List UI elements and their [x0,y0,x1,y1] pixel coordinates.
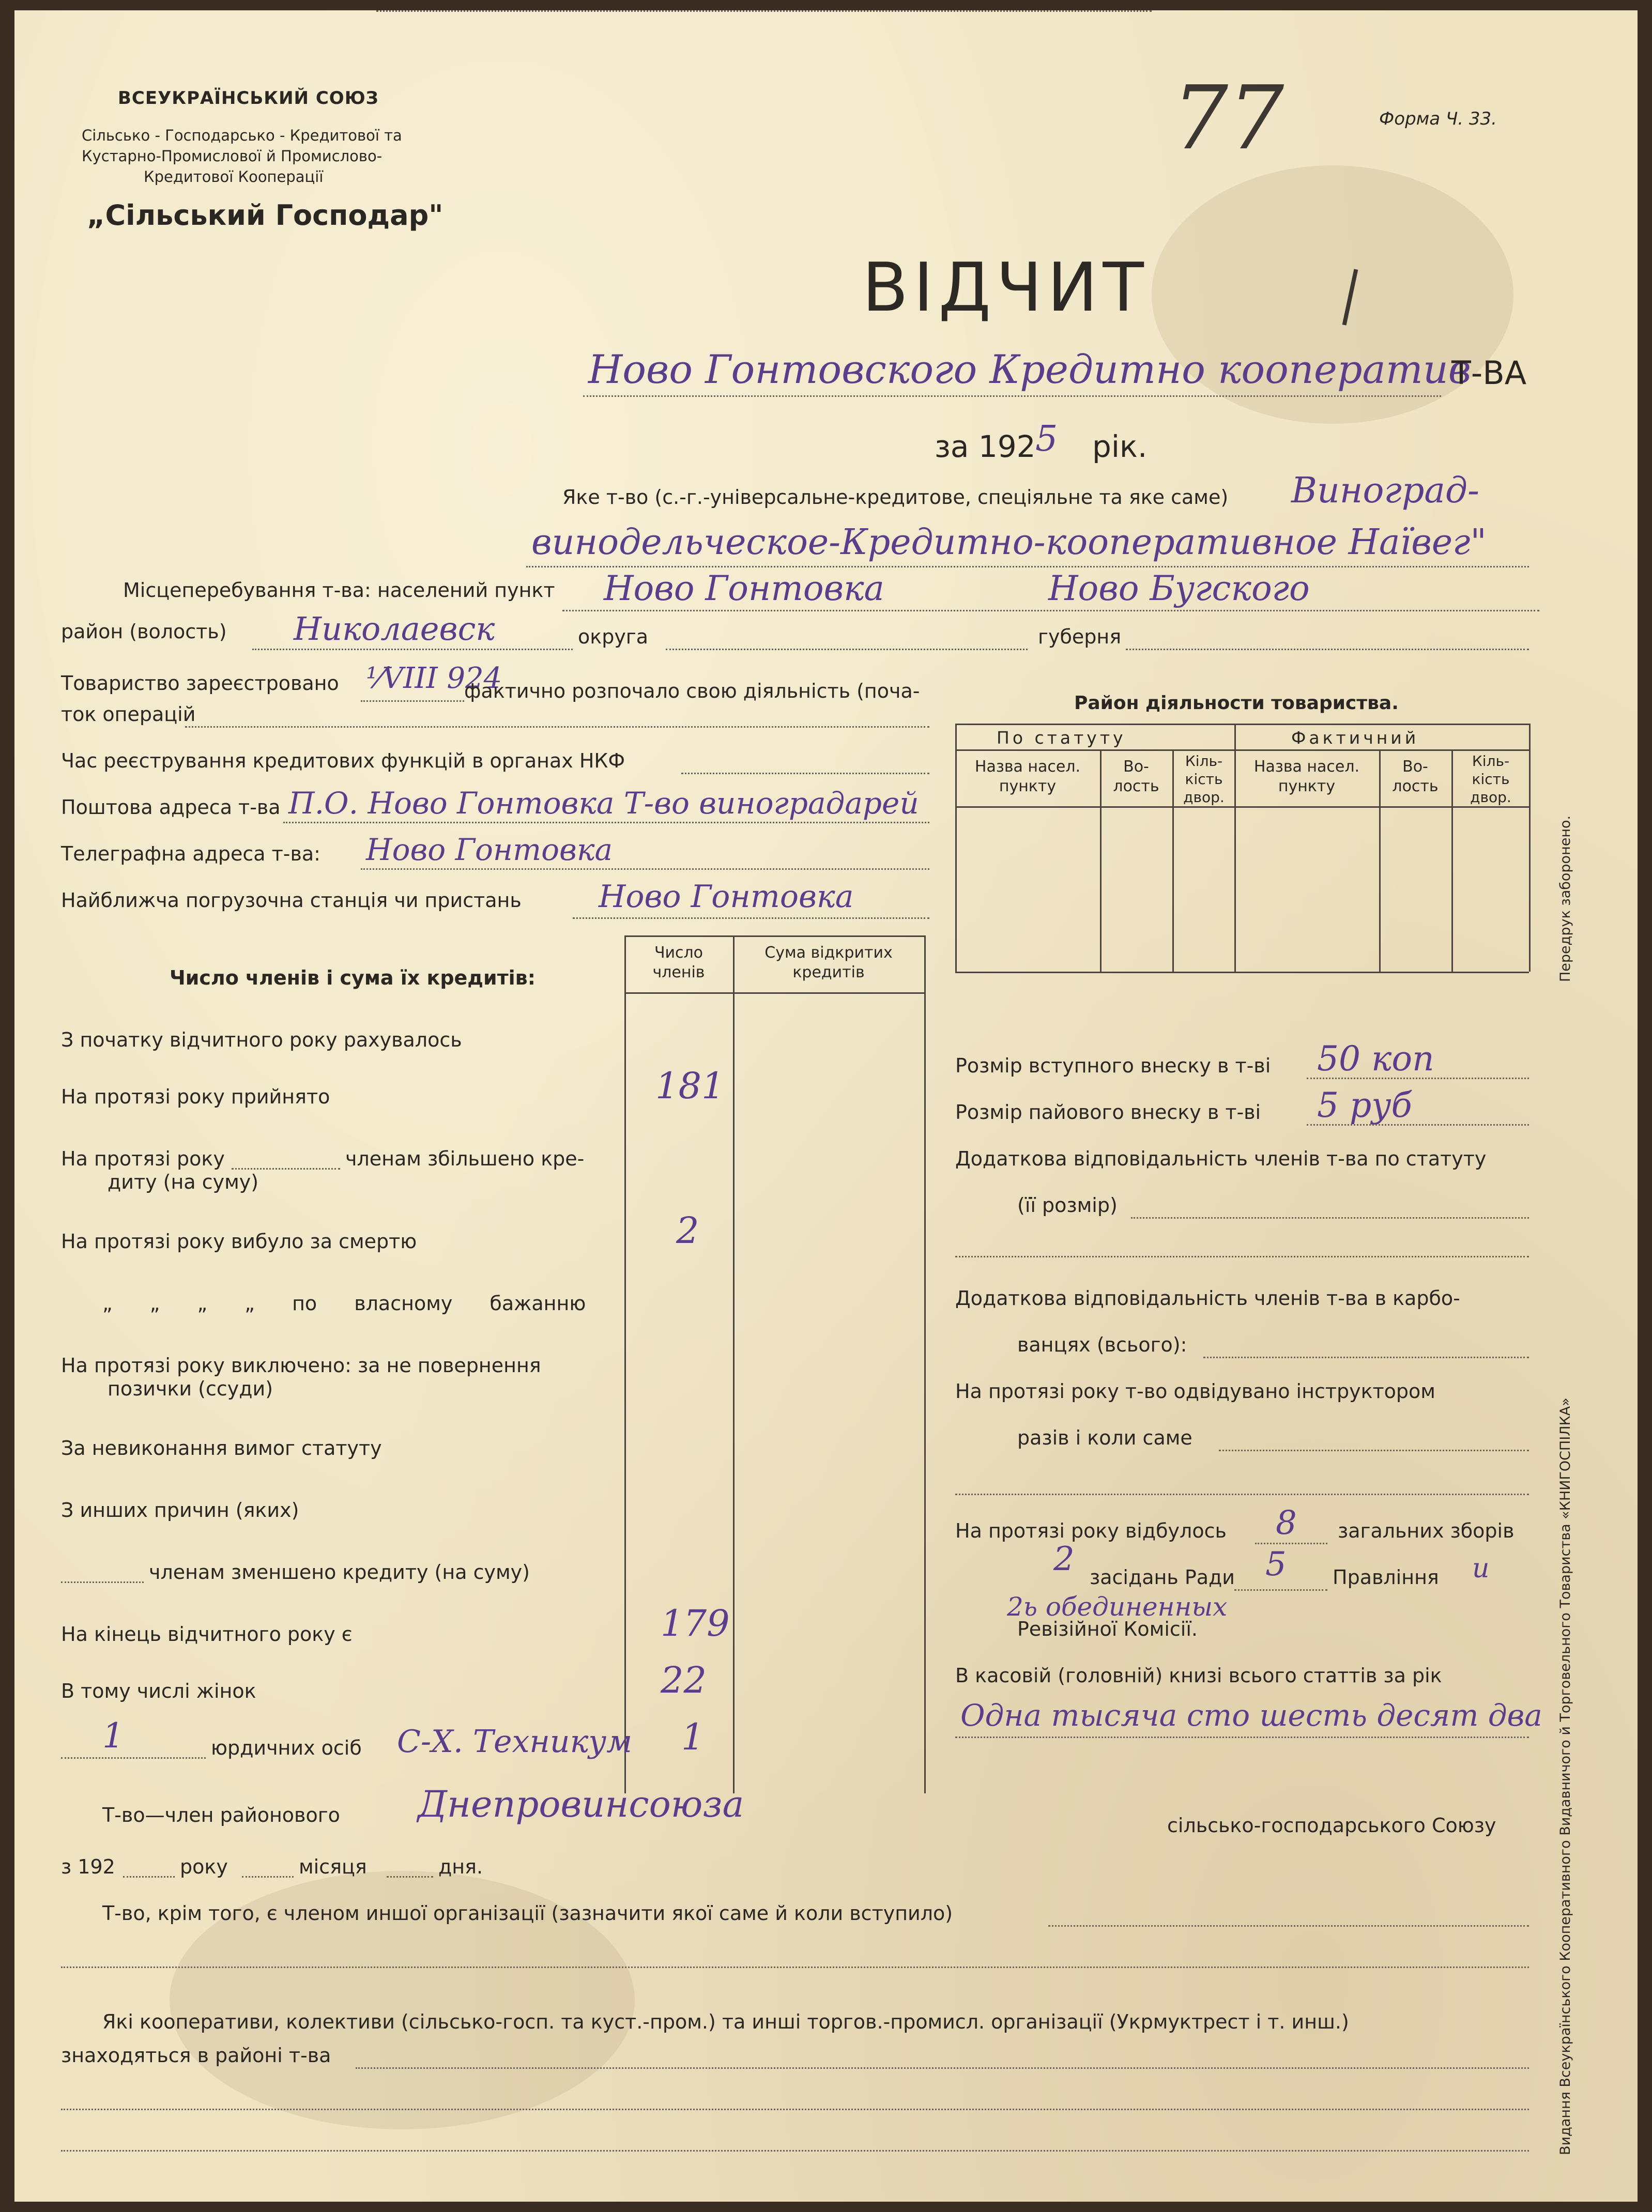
telegraph-label: Телеграфна адреса т-ва: [61,842,320,865]
entry-fee-underline [1307,1078,1529,1079]
cash-label: В касовій (головній) книзі всього статтів за рік [955,1664,1442,1687]
board-value: 5 [1265,1545,1287,1584]
group-actual: Фактичний [1291,728,1419,748]
other-org-label: Т-во, крім того, є членом иншої організації (зазначити якої саме й коли вступило) [102,1902,953,1925]
registered-underline [361,700,464,702]
activity-table-title: Район діяльности товариства. [1074,693,1399,714]
year-suffix: рік. [1092,429,1148,464]
year-digit: 5 [1035,419,1058,459]
publisher-imprint: Видання Всеукраїнського Кооперативного Видавничого й Торговельного Товариства «КНИГОСПІЛКА» [1557,1397,1573,2155]
meetings-label-2: загальних зборів [1338,1519,1515,1542]
union-line-3: Кустарно-Промислової й Промислово- [82,147,383,165]
society-name-handwritten: Ново Гонтовского Кредитно кооператив [588,346,1472,392]
col-volost-statute: Во- лость [1113,758,1159,795]
type-underline [526,566,1529,567]
joint-value: 2ь обединенных [1007,1592,1228,1622]
col-member-count: Число членів [652,944,705,981]
members-heading: Число членів і сума їх кредитів: [170,966,536,989]
liability-karb-underline [1203,1357,1529,1358]
other-org-underline-2 [61,1967,1529,1968]
instructor-underline [1219,1450,1529,1451]
started-underline [185,726,929,728]
date-year-blank [123,1876,175,1878]
council-label: засідань Ради [1090,1566,1235,1589]
instructor-label-2: разів і коли саме [1017,1426,1192,1449]
board-underline [1234,1589,1327,1591]
cash-value: Одна тысяча сто шесть десят два [960,1698,1542,1733]
union-name: „Сільський Господар" [87,199,443,232]
col-households-actual: Кіль- кість двор. [1470,752,1511,806]
nkf-label: Час реєстрування кредитових функцій в органах НКФ [61,749,625,772]
row-own-will: „ „ „ „ по власному бажанню [102,1292,586,1315]
union-line-2: Сільсько - Господарсько - Кредитової та [82,127,402,144]
other-org-underline [1048,1925,1529,1927]
station-label: Найближча погрузочна станція чи пристань [61,889,522,912]
row-accepted: На протязі року прийнято [61,1085,330,1108]
year-prefix: за 192 [935,429,1036,464]
row-died: На протязі року вибуло за смертю [61,1230,417,1253]
huberniia-underline [1126,649,1529,650]
share-fee-value: 5 руб [1317,1085,1412,1125]
row-start-of-year: З початку відчитного року рахувалось [61,1028,462,1051]
col-households-statute: Кіль- кість двор. [1183,752,1225,806]
date-prefix: з 192 [61,1855,115,1878]
union-line-4: Кредитової Кооперації [144,168,324,186]
accepted-count: 181 [655,1065,725,1107]
legal-label: юрдичних осіб [211,1737,362,1759]
instructor-label: На протязі року т-во одвідувано інструктором [955,1380,1435,1403]
legal-count-left: 1 [102,1716,124,1756]
okruha-label: округа [578,625,649,648]
type-value-1: Виноград- [1291,470,1480,511]
form-number: Форма Ч. 33. [1379,109,1497,129]
row-excluded-c: позички (ссуди) [108,1377,273,1400]
huberniia-label: губерня [1038,625,1122,648]
member-underline [376,10,1152,12]
legal-blank [61,1757,206,1759]
registered-value: ⅟VIII 924 [366,662,502,695]
liability-label: Додаткова відповідальність членів т-ва по статуту [955,1147,1487,1170]
member-label: Т-во—член районового [102,1804,340,1826]
group-statute: По статуту [997,728,1126,748]
liability-karb-label-2: ванцях (всього): [1017,1333,1187,1356]
col-place-actual: Назва насел. пункту [1253,758,1360,795]
legal-name: С-Х. Техникум [397,1724,632,1760]
postal-value: П.О. Ново Гонтовка Т-во виноградарей [288,786,919,821]
nkf-underline [681,773,929,774]
row-statute-violation: За невиконання вимог статуту [61,1437,382,1460]
col-place-statute: Назва насел. пункту [974,758,1081,795]
row-credit-decrease: членам зменшено кредиту (на суму) [149,1561,530,1584]
liability-underline [1131,1217,1529,1219]
date-year: року [180,1855,228,1878]
cash-underline [955,1737,1529,1738]
instructor-underline-2 [955,1494,1529,1495]
type-label: Яке т-во (с.-г.-універсальне-кредитове, спеціяльне та яке саме) [562,486,1229,509]
end-of-year-count: 179 [661,1602,730,1645]
legal-count: 1 [681,1716,705,1758]
coops-underline-3 [61,2150,1529,2152]
coops-label: Які кооперативи, колективи (сільсько-госп. та куст.-пром.) та инші торгов.-промисл. організації (Укрмуктрест і т. инш.) [102,2010,1349,2033]
meetings-underline [1255,1543,1327,1544]
audit-label: Ревізійної Комісії. [1017,1618,1198,1640]
postal-label: Поштова адреса т-ва [61,796,281,819]
date-day: дня. [438,1855,483,1878]
type-value-2: винодельческое-Кредитно-кооперативное Наївег" [531,522,1487,563]
meetings-label: На протязі року відбулось [955,1519,1227,1542]
liability-underline-2 [955,1256,1529,1257]
row-credit-increase: На протязі року [61,1147,225,1170]
row-end-of-year: На кінець відчитного року є [61,1623,353,1646]
member-value: Днепровинсоюза [418,1783,744,1825]
district-underline [252,649,573,650]
liability-label-2: (її розмір) [1017,1194,1118,1217]
date-day-blank [387,1876,433,1878]
union-line-1: ВСЕУКРАЇНСЬКИЙ СОЮЗ [118,88,379,109]
name-underline [583,395,1441,397]
council-value: 2 [1053,1540,1075,1578]
row-credit-increase-c: диту (на суму) [108,1171,259,1193]
handwritten-file-number: 77 [1172,67,1284,170]
row-excluded: На протязі року виключено: за не повернення [61,1354,541,1377]
credit-increase-blank [232,1168,340,1170]
row-credit-increase-b: членам збільшено кре- [345,1147,585,1170]
coops-underline-2 [61,2109,1529,2110]
started-label-2: ток операцій [61,703,196,726]
district-label: район (волость) [61,620,227,643]
coops-label-2: знаходяться в районі т-ва [61,2044,331,2067]
row-other-reasons: З инших причин (яких) [61,1499,299,1522]
date-month-blank [242,1876,294,1878]
col-volost-actual: Во- лость [1392,758,1439,795]
station-underline [573,917,929,919]
entry-fee-value: 50 коп [1317,1039,1434,1079]
reprint-notice: Передрук заборонено. [1557,815,1573,982]
station-value: Ново Гонтовка [599,879,854,915]
document-title: ВІДЧИТ [862,248,1149,327]
died-count: 2 [676,1209,699,1252]
location-label: Місцеперебування т-ва: населений пункт [123,579,555,602]
member-suffix: сільсько-господарського Союзу [1167,1814,1496,1837]
board-label: Правління [1333,1566,1439,1589]
district-value: Николаевск [294,610,495,648]
postal-underline [283,822,929,823]
telegraph-underline [361,868,929,870]
meetings-value: 8 [1276,1504,1297,1542]
started-label: фактично розпочало свою діяльність (поча- [464,680,920,702]
entry-fee-label: Розмір вступного внеску в т-ві [955,1054,1271,1077]
location-underline [562,610,1539,611]
col-credit-sum: Сума відкритих кредитів [764,944,893,981]
row-women: В тому числі жінок [61,1680,256,1702]
women-count: 22 [661,1659,707,1701]
registered-label: Товариство зареєстровано [61,672,339,695]
location-value: Ново Гонтовка [604,569,884,608]
date-month: місяця [299,1855,367,1878]
okruha-underline [666,649,1028,650]
society-name-suffix: Т-ВА [1451,354,1527,392]
share-fee-label: Розмір пайового внеску в т-ві [955,1101,1261,1124]
credit-decrease-blank [61,1581,144,1583]
report-form-sheet [14,10,1638,2202]
telegraph-value: Ново Гонтовка [366,832,613,867]
coops-underline [356,2067,1529,2069]
location-value-2: Ново Бугского [1048,569,1310,608]
share-fee-underline [1307,1124,1529,1126]
board-extra: и [1472,1553,1490,1584]
liability-karb-label: Додаткова відповідальність членів т-ва в карбо- [955,1287,1460,1310]
